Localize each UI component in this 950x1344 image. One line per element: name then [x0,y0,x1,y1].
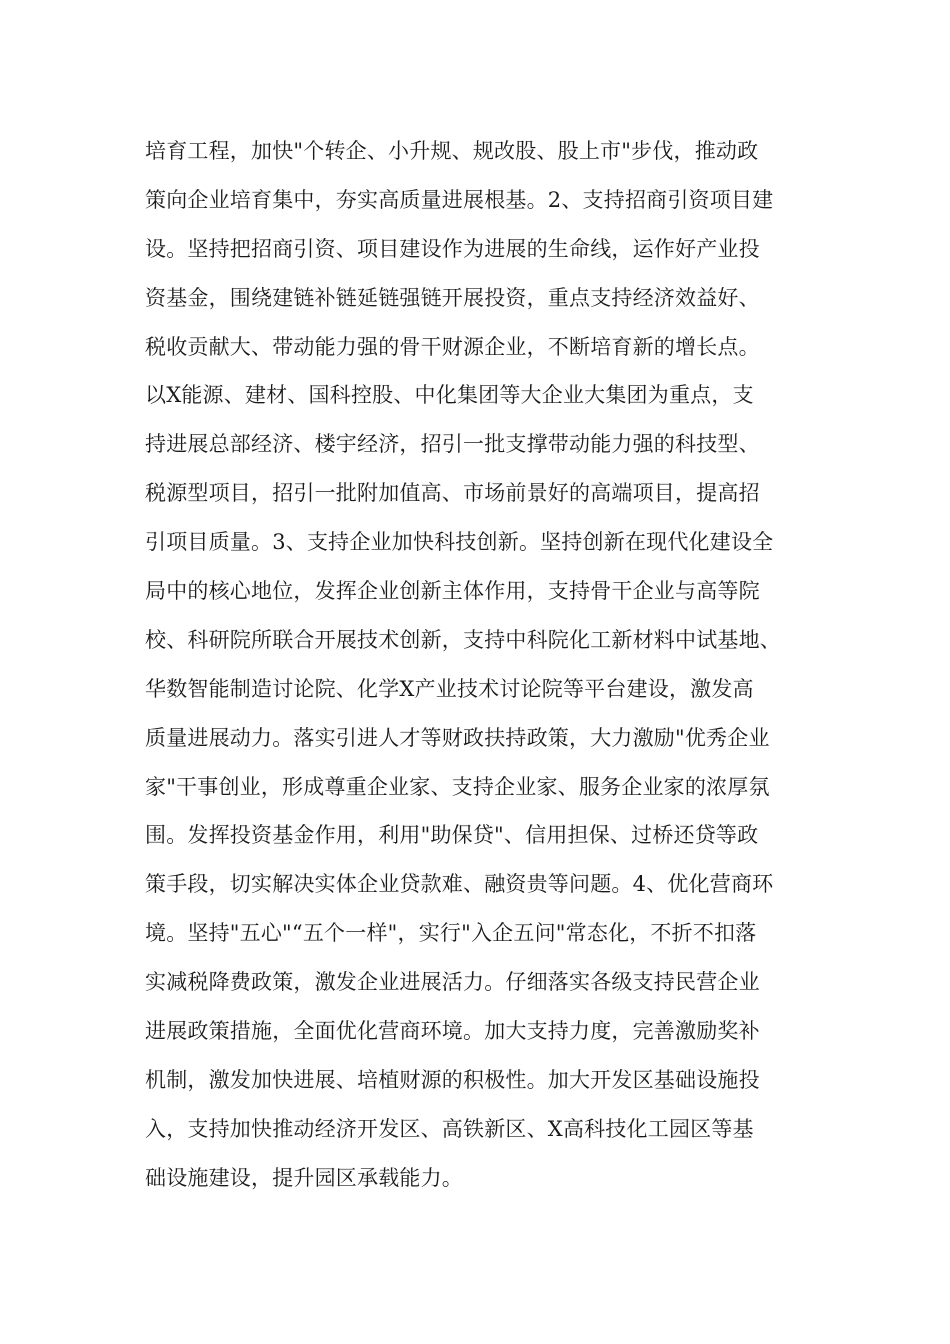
text-line: 设。坚持把招商引资、项目建设作为进展的生命线，运作好产业投 [145,236,760,261]
body-paragraph [145,127,825,1203]
text-line: 以X能源、建材、国科控股、中化集团等大企业大集团为重点，支 [145,383,754,408]
text-line: 策手段，切实解决实体企业贷款难、融资贵等问题。4、优化营商环 [145,872,774,897]
text-line: 策向企业培育集中，夯实高质量进展根基。2、支持招商引资项目建 [145,187,774,212]
text-line: 税收贡献大、带动能力强的骨干财源企业，不断培育新的增长点。 [145,334,760,359]
text-line: 资基金，围绕建链补链延链强链开展投资，重点支持经济效益好、 [145,285,760,310]
text-line: 引项目质量。3、支持企业加快科技创新。坚持创新在现代化建设全 [145,530,774,555]
text-line: 境。坚持"五心"“五个一样"，实行"入企五问"常态化，不折不扣落 [145,921,757,946]
text-line: 入，支持加快推动经济开发区、高铁新区、X高科技化工园区等基 [145,1116,754,1141]
text-line: 质量进展动力。落实引进人才等财政扶持政策，大力激励"优秀企业 [145,725,770,750]
text-line: 实减税降费政策，激发企业进展活力。仔细落实各级支持民营企业 [145,970,760,995]
text-line: 机制，激发加快进展、培植财源的积极性。加大开发区基础设施投 [145,1067,760,1092]
text-line: 华数智能制造讨论院、化学X产业技术讨论院等平台建设，激发高 [145,676,754,701]
text-line: 持进展总部经济、楼宇经济，招引一批支撑带动能力强的科技型、 [145,432,760,457]
text-line: 进展政策措施，全面优化营商环境。加大支持力度，完善激励奖补 [145,1019,760,1044]
text-line: 校、科研院所联合开展技术创新，支持中科院化工新材料中试基地、 [145,627,781,652]
text-line: 础设施建设，提升园区承载能力。 [145,1165,463,1190]
text-line: 培育工程，加快"个转企、小升规、规改股、股上市"步伐，推动政 [145,139,759,163]
text-line: 围。发挥投资基金作用，利用"助保贷"、信用担保、过桥还贷等政 [145,823,759,848]
text-line: 税源型项目，招引一批附加值高、市场前景好的高端项目，提高招 [145,481,760,506]
text-line: 家"干事创业，形成尊重企业家、支持企业家、服务企业家的浓厚氛 [145,774,770,799]
text-line: 局中的核心地位，发挥企业创新主体作用，支持骨干企业与高等院 [145,579,760,604]
